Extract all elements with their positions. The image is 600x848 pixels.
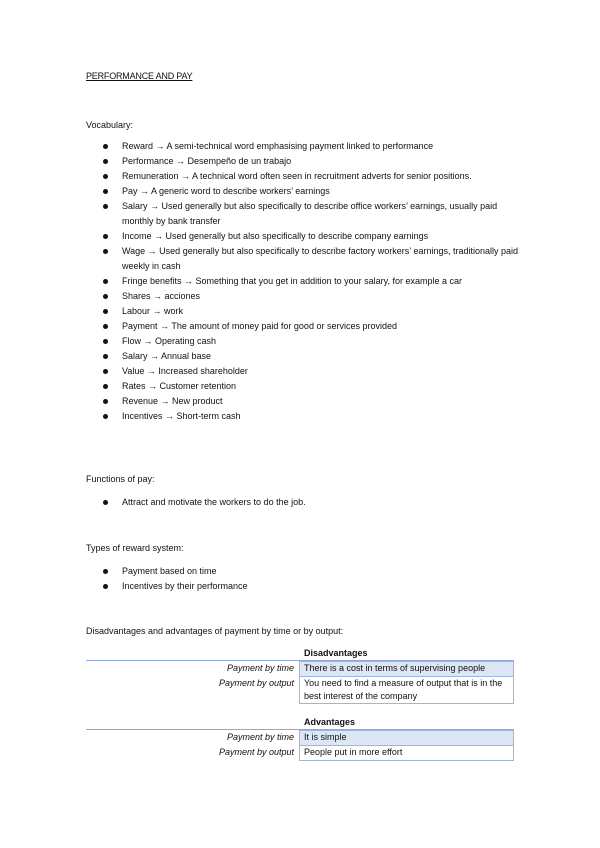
row-label: Payment by output [218, 678, 294, 688]
row-value: You need to find a measure of output that is in the best interest of the company [299, 677, 514, 704]
vocabulary-item-text: Incentives → Short-term cash [122, 411, 241, 421]
vocabulary-item-text: Income → Used generally but also specifically to describe company earnings [122, 231, 429, 241]
vocabulary-item-text: Shares → acciones [122, 291, 201, 301]
vocabulary-list [101, 139, 521, 424]
row-value: People put in more effort [299, 746, 514, 761]
vocabulary-item [101, 319, 521, 334]
row-value: It is simple [299, 730, 514, 746]
bullet-icon [103, 500, 108, 505]
function-item-text: Attract and motivate the workers to do the job. [122, 497, 306, 507]
bullet-icon [103, 324, 108, 329]
vocabulary-heading: Vocabulary: [86, 120, 134, 130]
bullet-icon [103, 204, 108, 209]
bullet-icon [103, 384, 108, 389]
reward-type-item [101, 579, 521, 594]
bullet-icon [103, 354, 108, 359]
bullet-icon [103, 234, 108, 239]
bullet-icon [103, 584, 108, 589]
bullet-icon [103, 309, 108, 314]
vocabulary-item [101, 169, 521, 184]
bullet-icon [103, 369, 108, 374]
vocabulary-item [101, 379, 521, 394]
types-heading: Types of reward system: [86, 543, 184, 553]
vocabulary-item [101, 289, 521, 304]
vocabulary-item-text: Revenue → New product [122, 396, 223, 406]
vocabulary-item-text: Wage → Used generally but also specifically to describe factory workers’ earnings, traditionally paid weekly in cash [122, 246, 519, 271]
types-list [101, 564, 521, 594]
vocabulary-item [101, 304, 521, 319]
reward-type-item [101, 564, 521, 579]
bullet-icon [103, 279, 108, 284]
bullet-icon [103, 189, 108, 194]
vocabulary-item [101, 349, 521, 364]
vocabulary-item-text: Value → Increased shareholder [122, 366, 248, 376]
functions-heading: Functions of pay: [86, 474, 155, 484]
advantages-caption: Advantages [304, 717, 356, 727]
vocabulary-item-text: Salary → Used generally but also specifically to describe office workers’ earnings, usually paid monthly by bank transfer [122, 201, 498, 226]
reward-type-item-text: Payment based on time [122, 566, 217, 576]
row-label: Payment by time [226, 663, 294, 673]
vocabulary-item-text: Rates → Customer retention [122, 381, 237, 391]
bullet-icon [103, 159, 108, 164]
row-label: Payment by output [218, 747, 294, 757]
vocabulary-item-text: Remuneration → A technical word often seen in recruitment adverts for senior positions. [122, 171, 472, 181]
disadvantages-caption: Disadvantages [304, 648, 368, 658]
bullet-icon [103, 249, 108, 254]
reward-type-item-text: Incentives by their performance [122, 581, 248, 591]
vocabulary-item-text: Labour → work [122, 306, 184, 316]
vocabulary-item-text: Salary → Annual base [122, 351, 212, 361]
vocabulary-item-text: Payment → The amount of money paid for good or services provided [122, 321, 397, 331]
vocabulary-item [101, 229, 521, 244]
vocabulary-item-text: Fringe benefits → Something that you get in addition to your salary, for example a car [122, 276, 463, 286]
bullet-icon [103, 414, 108, 419]
row-label: Payment by time [226, 732, 294, 742]
vocabulary-item-text: Pay → A generic word to describe workers’ earnings [122, 186, 330, 196]
vocabulary-item-text: Flow → Operating cash [122, 336, 217, 346]
vocabulary-item [101, 409, 521, 424]
function-item [101, 495, 521, 510]
vocabulary-item [101, 154, 521, 169]
vocabulary-item-text: Performance → Desempeño de un trabajo [122, 156, 292, 166]
document-title: PERFORMANCE AND PAY [86, 71, 193, 81]
bullet-icon [103, 399, 108, 404]
functions-list [101, 495, 521, 510]
vocabulary-item [101, 364, 521, 379]
vocabulary-item [101, 334, 521, 349]
vocabulary-item [101, 394, 521, 409]
bullet-icon [103, 294, 108, 299]
bullet-icon [103, 339, 108, 344]
row-value: There is a cost in terms of supervising people [299, 661, 514, 677]
vocabulary-item [101, 184, 521, 199]
vocabulary-item-text: Reward → A semi-technical word emphasising payment linked to performance [122, 141, 434, 151]
bullet-icon [103, 174, 108, 179]
vocabulary-item [101, 139, 521, 154]
vocabulary-item [101, 274, 521, 289]
comparison-heading: Disadvantages and advantages of payment by time or by output: [86, 626, 344, 636]
bullet-icon [103, 569, 108, 574]
vocabulary-item [101, 244, 521, 274]
vocabulary-item [101, 199, 521, 229]
bullet-icon [103, 144, 108, 149]
